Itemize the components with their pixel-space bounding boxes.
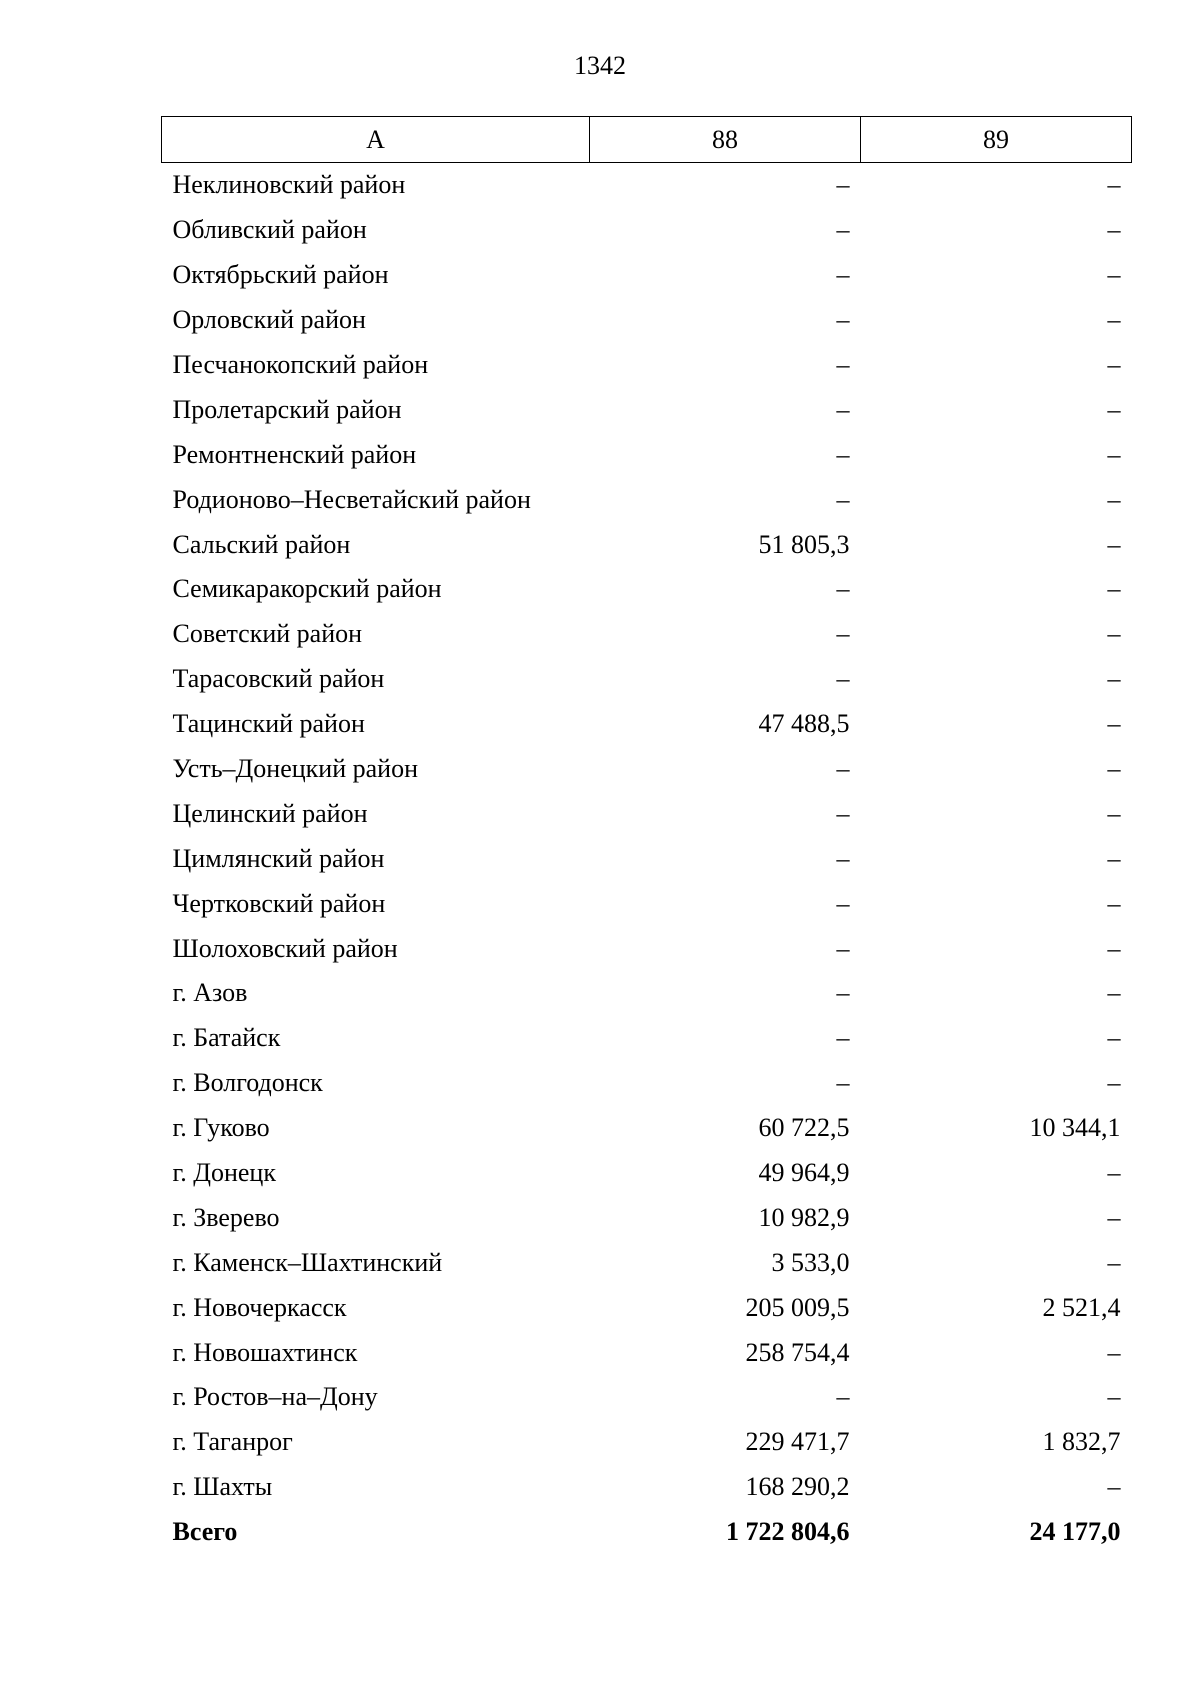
row-value-88: – [836,574,850,604]
table-row [162,1240,1132,1285]
row-value-88: 49 964,9 [758,1158,850,1188]
row-value-89: – [1107,260,1121,290]
row-value-88: – [836,843,850,873]
row-name: г. Зверево [172,1202,280,1232]
table-row [162,1375,1132,1420]
row-value-88: – [836,394,850,424]
table-row [162,567,1132,612]
total-row [162,1510,1132,1555]
table-body [162,163,1132,1555]
row-name: Тарасовский район [172,664,385,694]
header-col-a: А [162,117,590,163]
row-name: г. Каменск–Шахтинский [172,1247,443,1277]
row-value-89: 2 521,4 [1042,1292,1121,1322]
row-name: Песчанокопский район [172,350,429,379]
row-name: Ремонтненский район [172,439,417,469]
row-value-89: – [1107,350,1121,379]
row-value-89: – [1107,1158,1121,1188]
row-name: Обливский район [172,215,367,245]
row-value-88: 3 533,0 [771,1247,850,1277]
row-value-88: 47 488,5 [758,709,850,739]
row-value-88: 60 722,5 [758,1113,850,1143]
total-name: Всего [172,1517,238,1547]
row-name: Тацинский район [172,709,365,739]
row-value-88: – [836,170,850,200]
table-row [162,747,1132,792]
row-name: г. Азов [172,978,248,1008]
row-name: Сальский район [172,529,351,559]
row-value-89: – [1107,1472,1121,1502]
row-value-89: – [1107,574,1121,604]
table-row [162,477,1132,522]
row-value-88: – [836,484,850,514]
data-table [161,116,1132,1555]
table-row [162,881,1132,926]
row-value-89: – [1107,1247,1121,1277]
row-value-89: 10 344,1 [1029,1113,1121,1143]
row-value-89: – [1107,170,1121,200]
table-row [162,163,1132,208]
row-value-89: – [1107,888,1121,918]
row-value-89: – [1107,664,1121,694]
row-name: Октябрьский район [172,260,389,290]
table-row [162,836,1132,881]
row-value-88: – [836,260,850,290]
row-name: Орловский район [172,305,366,335]
row-value-88: – [836,350,850,379]
row-value-89: – [1107,1068,1121,1098]
page-number: 1342 [574,51,626,80]
row-value-88: 168 290,2 [745,1472,850,1502]
table-row [162,387,1132,432]
row-value-88: – [836,798,850,828]
row-value-88: 10 982,9 [758,1202,850,1232]
row-name: Неклиновский район [172,170,406,200]
table-row [162,253,1132,298]
row-name: г. Волгодонск [172,1068,323,1098]
table-row [162,298,1132,343]
row-name: Целинский район [172,798,368,828]
row-value-88: – [836,664,850,694]
row-value-88: – [836,978,850,1008]
table-row [162,1151,1132,1196]
row-value-89: – [1107,798,1121,828]
row-value-89: – [1107,1202,1121,1232]
row-value-89: – [1107,843,1121,873]
row-value-89: – [1107,933,1121,963]
row-value-89: – [1107,215,1121,245]
row-name: Семикаракорский район [172,574,442,604]
table-row [162,432,1132,477]
row-value-88: – [836,888,850,918]
table-row [162,1465,1132,1510]
table-row [162,1016,1132,1061]
row-name: г. Гуково [172,1113,270,1143]
total-value-89: 24 177,0 [1029,1517,1121,1547]
row-value-88: 229 471,7 [745,1427,850,1457]
total-value-88: 1 722 804,6 [726,1517,850,1547]
row-value-89: – [1107,754,1121,784]
row-value-88: – [836,439,850,469]
row-name: г. Новочеркасск [172,1292,347,1322]
row-value-89: – [1107,529,1121,559]
row-value-88: 258 754,4 [745,1337,850,1367]
row-value-89: – [1107,1023,1121,1053]
data-table-container [161,116,1131,1555]
row-name: г. Новошахтинск [172,1337,358,1367]
row-name: Пролетарский район [172,394,402,424]
table-row [162,926,1132,971]
row-value-88: 51 805,3 [758,529,850,559]
table-row [162,971,1132,1016]
row-name: г. Таганрог [172,1427,293,1457]
table-row [162,1285,1132,1330]
row-value-89: – [1107,978,1121,1008]
table-header [162,117,1132,163]
table-row [162,1420,1132,1465]
row-name: г. Батайск [172,1023,281,1053]
table-row [162,1061,1132,1106]
table-row [162,522,1132,567]
row-value-89: – [1107,619,1121,649]
row-value-88: – [836,1382,850,1412]
row-value-89: – [1107,1382,1121,1412]
row-name: г. Шахты [172,1472,273,1502]
table-row [162,1195,1132,1240]
row-value-88: – [836,619,850,649]
header-row [162,117,1132,163]
row-value-89: – [1107,484,1121,514]
row-value-89: – [1107,1337,1121,1367]
row-value-89: – [1107,709,1121,739]
row-value-88: – [836,1068,850,1098]
row-value-88: – [836,933,850,963]
row-value-89: – [1107,439,1121,469]
row-value-88: – [836,215,850,245]
row-value-88: 205 009,5 [745,1292,850,1322]
row-value-89: – [1107,394,1121,424]
row-name: Советский район [172,619,363,649]
row-value-88: – [836,305,850,335]
row-name: Чертковский район [172,888,386,918]
row-name: Шолоховский район [172,933,398,963]
row-value-89: – [1107,305,1121,335]
header-col-88: 88 [590,117,861,163]
table-row [162,791,1132,836]
row-name: г. Ростов–на–Дону [172,1382,378,1412]
row-name: г. Донецк [172,1158,276,1188]
table-row [162,612,1132,657]
row-name: Родионово–Несветайский район [172,484,531,514]
table-row [162,702,1132,747]
header-col-89: 89 [861,117,1132,163]
row-name: Цимлянский район [172,843,385,873]
table-row [162,208,1132,253]
row-value-89: 1 832,7 [1042,1427,1121,1457]
table-row [162,657,1132,702]
row-value-88: – [836,754,850,784]
row-name: Усть–Донецкий район [172,754,418,784]
row-value-88: – [836,1023,850,1053]
table-row [162,1106,1132,1151]
table-row [162,343,1132,388]
table-row [162,1330,1132,1375]
